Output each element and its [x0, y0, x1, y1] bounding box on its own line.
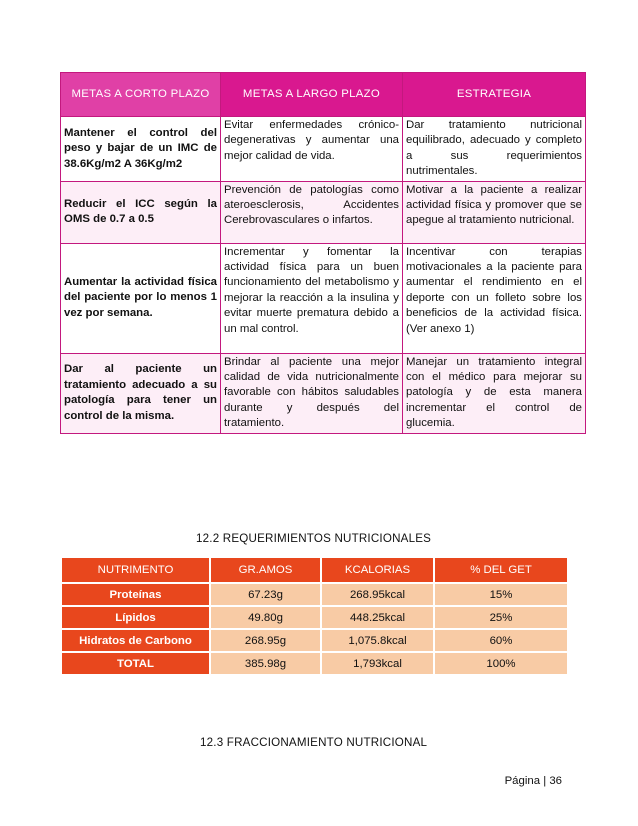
goals-header-row [61, 73, 586, 117]
page-number: Página | 36 [504, 775, 562, 787]
table-row [61, 181, 586, 243]
long-term-goal: Brindar al paciente una mejor calidad de vida nutricionalmente favorable con hábitos saludables durante y después del tratamiento. [221, 353, 403, 433]
percent-value: 25% [435, 607, 567, 628]
percent-value: 100% [435, 653, 567, 674]
nutrient-name: Hidratos de Carbono [62, 630, 209, 651]
table-row-total [62, 653, 567, 674]
goals-table [60, 72, 586, 434]
percent-value: 15% [435, 584, 567, 605]
grams-value: 49.80g [211, 607, 320, 628]
table-row [62, 630, 567, 651]
header-long-term: METAS A LARGO PLAZO [221, 73, 403, 117]
grams-value: 268.95g [211, 630, 320, 651]
section-title-12-2: 12.2 REQUERIMIENTOS NUTRICIONALES [196, 532, 432, 545]
long-term-goal: Evitar enfermedades crónico-degenerativas y aumentar una mejor calidad de vida. [221, 117, 403, 182]
strategy: Motivar a la paciente a realizar actividad física y promover que se apegue al tratamiento nutricional. [403, 181, 586, 243]
kcal-value: 268.95kcal [322, 584, 433, 605]
table-row [61, 243, 586, 353]
long-term-goal: Incrementar y fomentar la actividad física para un buen funcionamiento del metabolismo y mejorar la reacción a la insulina y evitar muerte prematura debido a un mal control. [221, 243, 403, 353]
grams-value: 67.23g [211, 584, 320, 605]
section-title-12-3: 12.3 FRACCIONAMIENTO NUTRICIONAL [200, 736, 428, 749]
short-term-goal: Dar al paciente un tratamiento adecuado a su patología para tener un control de la misma. [61, 353, 221, 433]
table-row [61, 353, 586, 433]
header-get-percent: % DEL GET [435, 558, 567, 582]
nutrient-name: Lípidos [62, 607, 209, 628]
header-kcal: KCALORIAS [322, 558, 433, 582]
short-term-goal: Aumentar la actividad física del paciente por lo menos 1 vez por semana. [61, 243, 221, 353]
nutrients-table [60, 556, 569, 676]
table-row [61, 117, 586, 182]
kcal-value: 1,075.8kcal [322, 630, 433, 651]
table-row [62, 584, 567, 605]
kcal-value: 1,793kcal [322, 653, 433, 674]
nutrient-name: Proteínas [62, 584, 209, 605]
nutrient-name: TOTAL [62, 653, 209, 674]
grams-value: 385.98g [211, 653, 320, 674]
header-nutrient: NUTRIMENTO [62, 558, 209, 582]
percent-value: 60% [435, 630, 567, 651]
strategy: Incentivar con terapias motivacionales a la paciente para aumentar el rendimiento en el deporte con un folleto sobre los beneficios de la actividad física.(Ver anexo 1) [403, 243, 586, 353]
short-term-goal: Mantener el control del peso y bajar de un IMC de 38.6Kg/m2 A 36Kg/m2 [61, 117, 221, 182]
long-term-goal: Prevención de patologías como ateroesclerosis, Accidentes Cerebrovasculares o infartos. [221, 181, 403, 243]
strategy: Dar tratamiento nutricional equilibrado, adecuado y completo a sus requerimientos nutrimentales. [403, 117, 586, 182]
strategy: Manejar un tratamiento integral con el médico para mejorar su patología y de esta manera incrementar el control de glucemia. [403, 353, 586, 433]
header-short-term: METAS A CORTO PLAZO [61, 73, 221, 117]
table-row [62, 607, 567, 628]
short-term-goal: Reducir el ICC según la OMS de 0.7 a 0.5 [61, 181, 221, 243]
nutrients-header-row [62, 558, 567, 582]
header-grams: GR.AMOS [211, 558, 320, 582]
header-strategy: ESTRATEGIA [403, 73, 586, 117]
kcal-value: 448.25kcal [322, 607, 433, 628]
